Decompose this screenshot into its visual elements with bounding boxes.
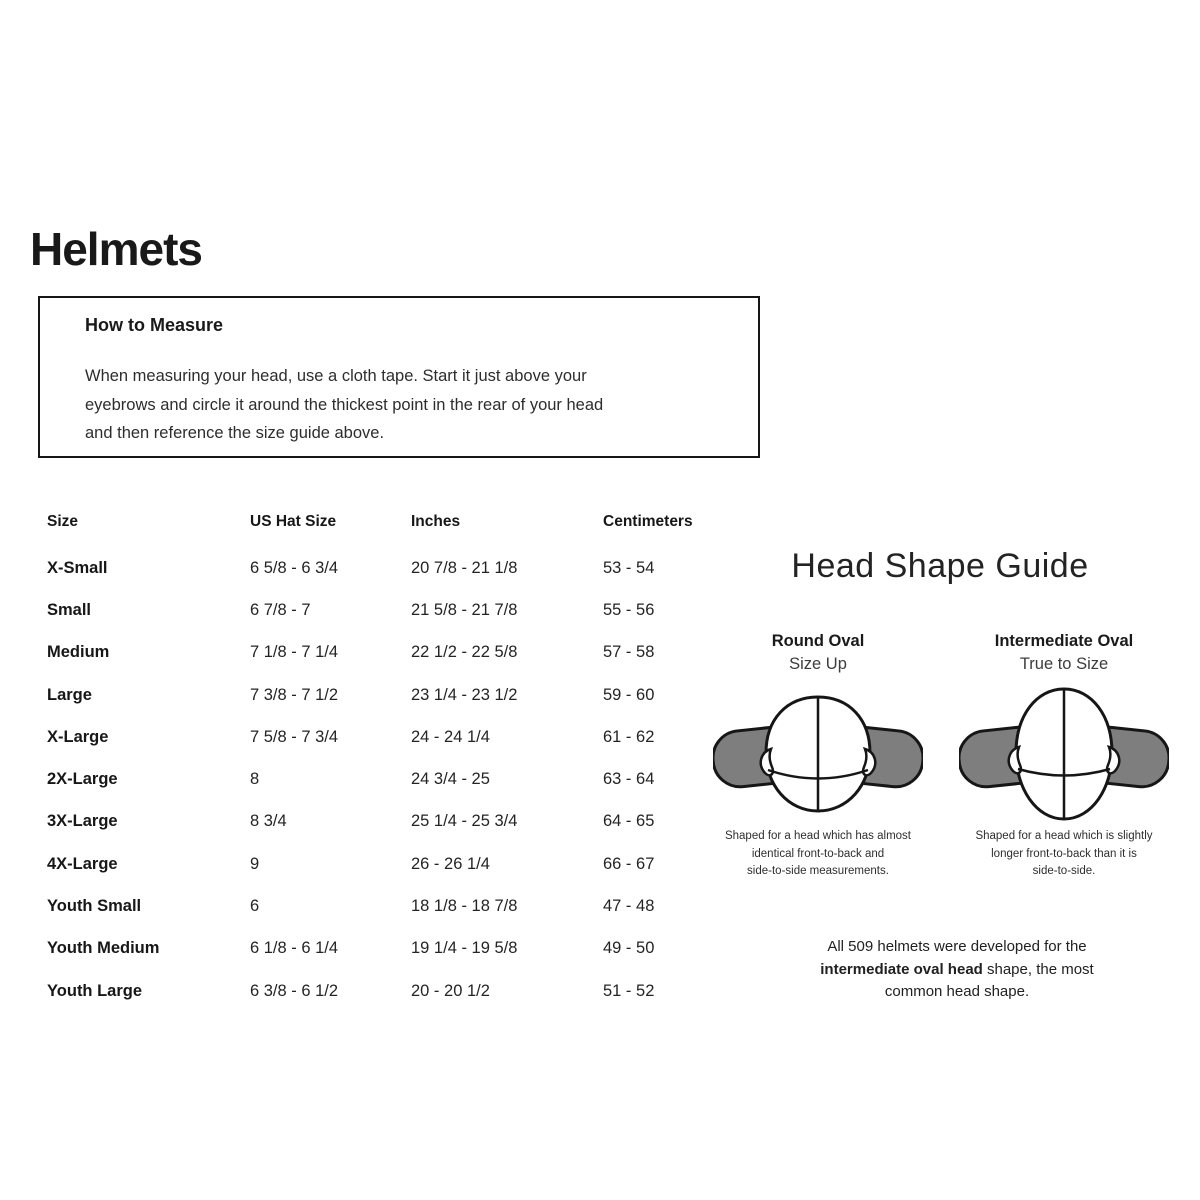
round-oval-caption <box>698 828 938 881</box>
round-oval-fit-note: Size Up <box>789 655 847 673</box>
size-cell: Small <box>47 600 92 619</box>
table-row <box>47 928 727 970</box>
intermediate-oval-label: Intermediate Oval <box>994 632 1134 650</box>
table-row <box>47 716 727 758</box>
round-oval-head-top-view-icon <box>713 685 923 825</box>
intermediate-oval-head-top-view-icon <box>959 685 1169 825</box>
table-row <box>47 632 727 674</box>
table-row <box>47 674 727 716</box>
inches-cell: 20 7/8 - 21 1/8 <box>411 558 518 577</box>
us-hat-size-cell: 7 1/8 - 7 1/4 <box>250 643 339 662</box>
caption-line: Shaped for a head which has almost <box>724 830 912 842</box>
inches-cell: 21 5/8 - 21 7/8 <box>411 600 518 619</box>
size-cell: X-Small <box>47 558 108 577</box>
size-cell: X-Large <box>47 727 109 746</box>
inches-cell: 26 - 26 1/4 <box>411 854 490 873</box>
size-cell: Medium <box>47 643 110 662</box>
us-hat-size-cell: 6 5/8 - 6 3/4 <box>250 558 339 577</box>
head-shape-footnote <box>757 936 1157 1004</box>
table-row <box>47 843 727 885</box>
how-to-measure-heading: How to Measure <box>85 315 224 335</box>
us-hat-size-cell: 8 <box>250 770 260 789</box>
header-us-hat-size: US Hat Size <box>250 513 337 530</box>
header-centimeters: Centimeters <box>603 513 693 530</box>
caption-line: Shaped for a head which is slightly <box>975 830 1153 842</box>
us-hat-size-cell: 6 <box>250 897 260 916</box>
round-oval-label: Round Oval <box>771 632 865 650</box>
size-cell: Youth Medium <box>47 939 160 958</box>
size-cell: 2X-Large <box>47 770 118 789</box>
inches-cell: 22 1/2 - 22 5/8 <box>411 643 518 662</box>
centimeters-cell: 59 - 60 <box>603 685 655 704</box>
centimeters-cell: 49 - 50 <box>603 939 655 958</box>
footnote-bold-text: intermediate oval head <box>820 960 983 978</box>
size-cell: 4X-Large <box>47 854 118 873</box>
us-hat-size-cell: 6 7/8 - 7 <box>250 600 311 619</box>
centimeters-cell: 53 - 54 <box>603 558 655 577</box>
table-row <box>47 885 727 927</box>
size-cell: Large <box>47 685 92 704</box>
caption-line: side-to-side measurements. <box>747 865 889 877</box>
table-row <box>47 589 727 631</box>
us-hat-size-cell: 8 3/4 <box>250 812 287 831</box>
us-hat-size-cell: 9 <box>250 854 260 873</box>
centimeters-cell: 51 - 52 <box>603 981 655 1000</box>
page-title: Helmets <box>30 222 202 275</box>
centimeters-cell: 47 - 48 <box>603 897 655 916</box>
round-oval-section <box>698 630 938 892</box>
table-row <box>47 801 727 843</box>
size-cell: 3X-Large <box>47 812 118 831</box>
inches-cell: 20 - 20 1/2 <box>411 981 490 1000</box>
intermediate-oval-caption <box>944 828 1184 881</box>
us-hat-size-cell: 7 3/8 - 7 1/2 <box>250 685 339 704</box>
inches-cell: 19 1/4 - 19 5/8 <box>411 939 518 958</box>
intermediate-oval-section <box>944 630 1184 892</box>
us-hat-size-cell: 6 1/8 - 6 1/4 <box>250 939 339 958</box>
size-cell: Youth Small <box>47 897 142 916</box>
footnote-line: All 509 helmets were developed for the <box>827 938 1087 955</box>
inches-cell: 18 1/8 - 18 7/8 <box>411 897 518 916</box>
caption-line: longer front-to-back than it is <box>991 847 1137 860</box>
footnote-text: shape, the most <box>982 960 1094 978</box>
inches-cell: 23 1/4 - 23 1/2 <box>411 685 518 704</box>
measure-text-line: When measuring your head, use a cloth tape. Start it just above your <box>85 367 587 385</box>
table-row <box>47 758 727 800</box>
table-row <box>47 547 727 589</box>
caption-line: side-to-side. <box>1032 865 1096 877</box>
intermediate-oval-fit-note: True to Size <box>1019 655 1109 673</box>
centimeters-cell: 57 - 58 <box>603 643 655 662</box>
inches-cell: 25 1/4 - 25 3/4 <box>411 812 518 831</box>
size-table <box>47 512 727 1012</box>
footnote-line <box>757 959 1157 982</box>
header-size: Size <box>47 513 79 530</box>
caption-line: identical front-to-back and <box>751 847 885 860</box>
how-to-measure-text <box>85 362 736 448</box>
size-table-header-row <box>47 512 727 531</box>
footnote-line: common head shape. <box>884 983 1030 1000</box>
centimeters-cell: 63 - 64 <box>603 770 655 789</box>
us-hat-size-cell: 6 3/8 - 6 1/2 <box>250 981 339 1000</box>
inches-cell: 24 3/4 - 25 <box>411 770 490 789</box>
head-shape-guide-title: Head Shape Guide <box>791 547 1089 585</box>
centimeters-cell: 55 - 56 <box>603 600 655 619</box>
size-cell: Youth Large <box>47 981 143 1000</box>
centimeters-cell: 66 - 67 <box>603 854 655 873</box>
inches-cell: 24 - 24 1/4 <box>411 727 490 746</box>
table-row <box>47 970 727 1012</box>
centimeters-cell: 64 - 65 <box>603 812 655 831</box>
measure-text-line: eyebrows and circle it around the thickest point in the rear of your head <box>85 395 604 414</box>
how-to-measure-box <box>38 296 760 458</box>
measure-text-line: and then reference the size guide above. <box>85 424 385 442</box>
us-hat-size-cell: 7 5/8 - 7 3/4 <box>250 727 339 746</box>
centimeters-cell: 61 - 62 <box>603 727 655 746</box>
header-inches: Inches <box>411 513 461 530</box>
